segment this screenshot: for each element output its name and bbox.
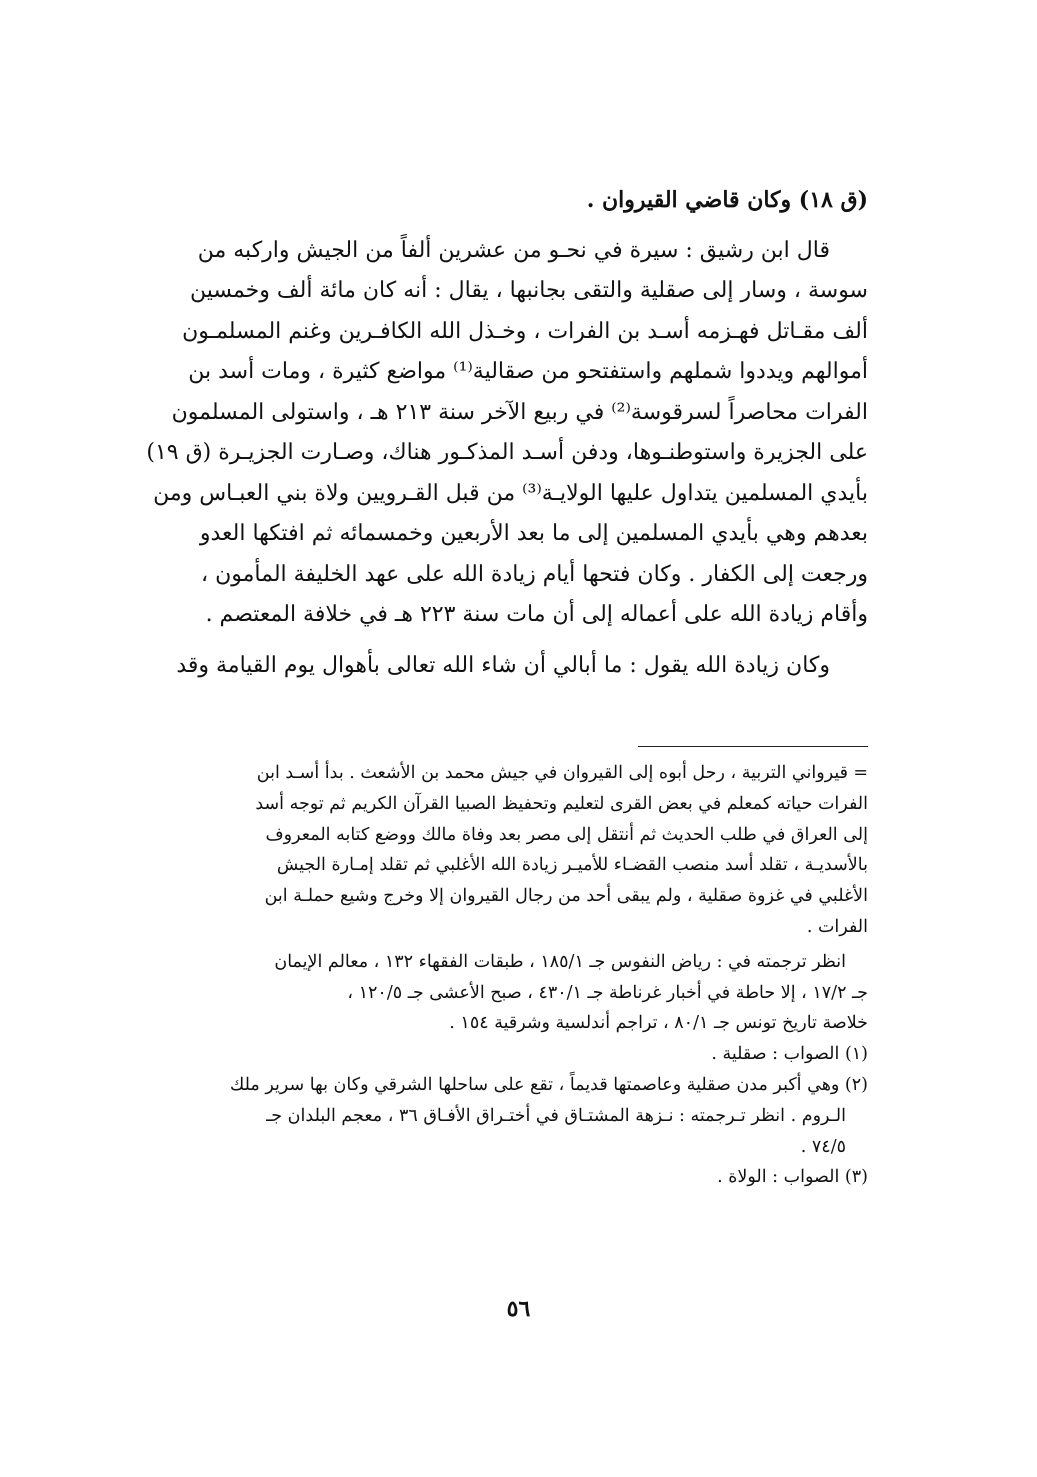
main-text-line: وأقام زيادة الله على أعماله إلى أن مات سنة ٢٢٣ هـ في خلافة المعتصم .	[205, 602, 868, 627]
footnote-line: الأغلبي في غزوة صقلية ، ولم يبقى أحد من رجال القيروان إلا وخرج وشيع حملـة ابن	[264, 886, 868, 907]
footnote-line: ٧٤/٥ .	[800, 1136, 846, 1157]
main-text-line: سوسة ، وسار إلى صقلية والتقى بجانبها ، يقال : أنه كان مائة ألف وخمسين	[189, 278, 868, 303]
page-number: ٥٦	[506, 1296, 531, 1322]
footnote-separator	[638, 746, 868, 747]
footnote-line: الفرات .	[806, 916, 868, 937]
footnote-line: خلاصة تاريخ تونس جـ ٨٠/١ ، تراجم أندلسية وشرقية ١٥٤ .	[449, 1013, 868, 1034]
footnote-line: انظر ترجمته في : رياض النفوس جـ ١٨٥/١ ، طبقات الفقهاء ١٣٢ ، معالم الإيمان	[274, 951, 846, 972]
footnote-line: جـ ١٧/٢ ، إلا حاطة في أخبار غرناطة جـ ٤٣٠/١ ، صبح الأعشى جـ ١٢٠/٥ ،	[347, 982, 868, 1003]
paragraph-gap	[150, 636, 868, 646]
main-text-line: وكان زيادة الله يقول : ما أبالي أن شاء الله تعالى بأهوال يوم القيامة وقد	[176, 652, 830, 678]
footnote-line: الـروم . انظر تـرجمته : نـزهة المشتـاق في أختـراق الأفـاق ٣٦ ، معجم البلدان جـ	[266, 1105, 846, 1126]
footnote-line: (١) الصواب : صقلية .	[711, 1044, 868, 1065]
footnote-line: الفرات حياته كمعلم في بعض القرى لتعليم وتحفيظ الصبيا القرآن الكريم ثم توجه أسد	[255, 793, 868, 814]
main-text-line: بعدهم وهي بأيدي المسلمين إلى ما بعد الأربعين وخمسمائه ثم افتكها العدو	[199, 521, 868, 546]
paragraph-gap	[150, 221, 868, 231]
main-text-line: ألف مقـاتل فهـزمه أسـد بن الفرات ، وخـذل الله الكافـرين وغنم المسلمـون	[182, 318, 868, 344]
footnote-line: بالأسديـة ، تقلد أسد منصب القضـاء للأميـر زيادة الله الأغلبي ثم تقلد إمـارة الجيش	[276, 855, 868, 876]
main-text-line: على الجزيرة واستوطنـوها، ودفن أسـد المذكـور هناك، وصـارت الجزيـرة (ق ١٩)	[146, 440, 868, 465]
main-text-line: قال ابن رشيق : سيرة في نحـو من عشرين ألفاً من الجيش واركبه من	[197, 237, 830, 263]
footnotes	[150, 758, 868, 1193]
footnote-text: قيرواني التربية ، رحل أبوه إلى القيروان في جيش محمد بن الأشعث . بدأ أسـد ابن	[256, 763, 848, 783]
main-text-line: بأيدي المسلمين يتداول عليها الولايـة⁽³⁾ من قبل القـرويين ولاة بني العبـاس ومن	[153, 480, 868, 506]
main-text-line: أموالهم ويددوا شملهم واستفتحو من صقالية⁽¹⁾ مواضع كثيرة ، ومات أسد بن	[188, 359, 868, 384]
main-text-line: (ق ١٨) وكان قاضي القيروان .	[586, 187, 868, 213]
footnote-continued-mark: =	[853, 763, 868, 783]
footnote-line: (٢) وهي أكبر مدن صقلية وعاصمتها قديماً ، تقع على ساحلها الشرقي وكان بها سرير ملك	[229, 1074, 868, 1095]
main-text-line: ورجعت إلى الكفار . وكان فتحها أيام زيادة الله على عهد الخليفة المأمون ،	[201, 561, 868, 587]
footnote-line: إلى العراق في طلب الحديث ثم أنتقل إلى مصر بعد وفاة مالك ووضع كتابه المعروف	[265, 824, 868, 845]
footnote-line	[150, 758, 868, 789]
main-text-line: الفرات محاصراً لسرقوسة⁽²⁾ في ربيع الآخر سنة ٢١٣ هـ ، واستولى المسلمون	[171, 399, 868, 425]
footnote-line: (٣) الصواب : الولاة .	[717, 1167, 868, 1188]
main-text	[146, 180, 868, 686]
